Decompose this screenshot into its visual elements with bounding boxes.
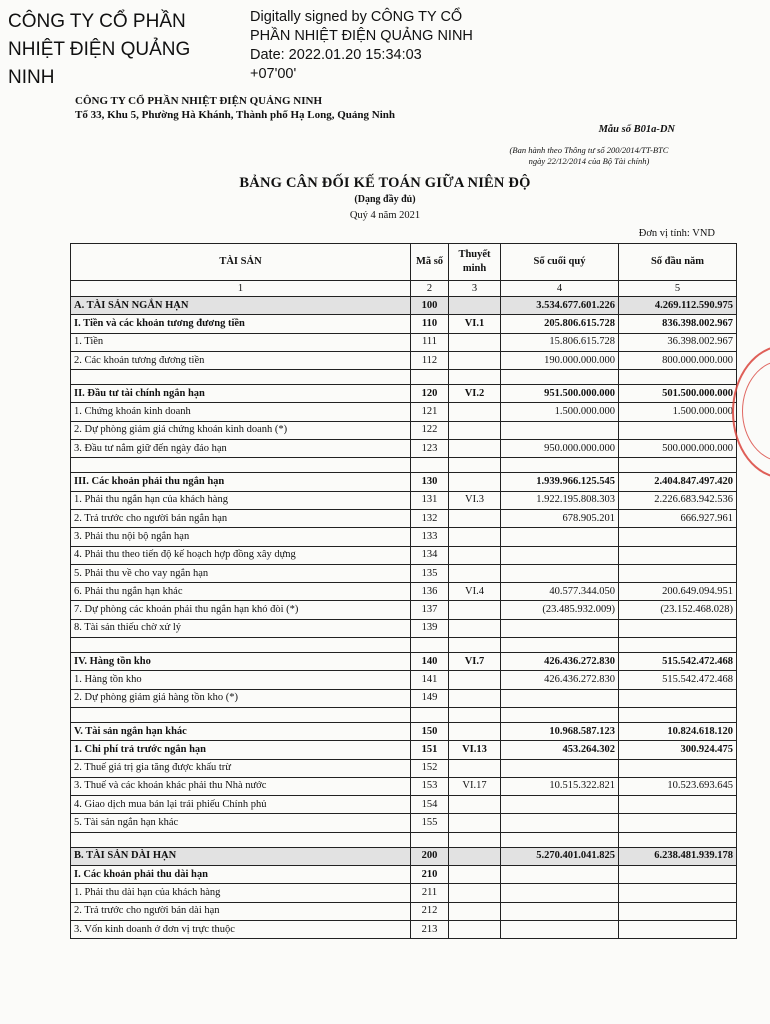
table-row xyxy=(71,619,737,637)
row-label: III. Các khoản phải thu ngắn hạn xyxy=(71,473,411,491)
row-label: 1. Hàng tồn kho xyxy=(71,671,411,689)
row-beginning-of-year-value: 200.649.094.951 xyxy=(619,583,737,601)
row-label xyxy=(71,370,411,385)
table-row xyxy=(71,759,737,777)
row-code: 134 xyxy=(411,546,449,564)
table-row xyxy=(71,814,737,832)
row-end-of-quarter-value xyxy=(501,421,619,439)
row-label: 4. Phải thu theo tiến độ kế hoạch hợp đồng xây dựng xyxy=(71,546,411,564)
row-note xyxy=(449,847,501,865)
currency-unit: Đơn vị tính: VND xyxy=(638,228,715,239)
row-label: 4. Giao dịch mua bán lại trái phiếu Chính phủ xyxy=(71,796,411,814)
row-beginning-of-year-value: 515.542.472.468 xyxy=(619,653,737,671)
row-label: B. TÀI SẢN DÀI HẠN xyxy=(71,847,411,865)
row-note xyxy=(449,370,501,385)
row-beginning-of-year-value xyxy=(619,619,737,637)
row-note xyxy=(449,564,501,582)
row-code: 153 xyxy=(411,777,449,795)
row-beginning-of-year-value xyxy=(619,920,737,938)
row-code: 210 xyxy=(411,866,449,884)
column-index: 4 xyxy=(501,281,619,297)
row-code: 120 xyxy=(411,385,449,403)
row-code: 140 xyxy=(411,653,449,671)
row-end-of-quarter-value xyxy=(501,884,619,902)
table-row xyxy=(71,689,737,707)
table-row xyxy=(71,385,737,403)
row-label: 5. Phải thu về cho vay ngắn hạn xyxy=(71,564,411,582)
row-beginning-of-year-value: 666.927.961 xyxy=(619,509,737,527)
header-assets: TÀI SẢN xyxy=(71,244,411,281)
row-end-of-quarter-value: 190.000.000.000 xyxy=(501,351,619,369)
row-end-of-quarter-value xyxy=(501,528,619,546)
row-code: 132 xyxy=(411,509,449,527)
row-beginning-of-year-value: 515.542.472.468 xyxy=(619,671,737,689)
row-note: VI.7 xyxy=(449,653,501,671)
row-label xyxy=(71,707,411,722)
row-end-of-quarter-value: 10.968.587.123 xyxy=(501,722,619,740)
row-note xyxy=(449,814,501,832)
company-address: Tổ 33, Khu 5, Phường Hà Khánh, Thành phố Hạ Long, Quảng Ninh xyxy=(75,109,396,121)
row-end-of-quarter-value: 950.000.000.000 xyxy=(501,440,619,458)
signature-line-2: PHẦN NHIỆT ĐIỆN QUẢNG NINH xyxy=(250,28,473,44)
row-note xyxy=(449,866,501,884)
row-code xyxy=(411,458,449,473)
form-note-line-2: ngày 22/12/2014 của Bộ Tài chính) xyxy=(528,156,650,166)
row-end-of-quarter-value: 10.515.322.821 xyxy=(501,777,619,795)
table-row xyxy=(71,601,737,619)
table-row xyxy=(71,473,737,491)
row-note xyxy=(449,528,501,546)
row-end-of-quarter-value: 453.264.302 xyxy=(501,741,619,759)
row-label: 2. Thuế giá trị gia tăng được khấu trừ xyxy=(71,759,411,777)
table-row xyxy=(71,653,737,671)
row-note xyxy=(449,902,501,920)
row-note xyxy=(449,440,501,458)
row-note: VI.3 xyxy=(449,491,501,509)
signature-date: Date: 2022.01.20 15:34:03 xyxy=(250,47,422,63)
row-end-of-quarter-value xyxy=(501,689,619,707)
row-end-of-quarter-value xyxy=(501,458,619,473)
row-end-of-quarter-value xyxy=(501,370,619,385)
row-note xyxy=(449,796,501,814)
table-row xyxy=(71,671,737,689)
row-label: 2. Dự phòng giảm giá chứng khoán kinh doanh (*) xyxy=(71,421,411,439)
header-beginning-of-year: Số đầu năm xyxy=(619,244,737,281)
row-label: 5. Tài sản ngắn hạn khác xyxy=(71,814,411,832)
row-end-of-quarter-value xyxy=(501,564,619,582)
row-end-of-quarter-value: 1.939.966.125.545 xyxy=(501,473,619,491)
row-label: 2. Các khoản tương đương tiền xyxy=(71,351,411,369)
form-code: Mẫu số B01a-DN xyxy=(598,124,675,135)
row-beginning-of-year-value xyxy=(619,458,737,473)
row-beginning-of-year-value xyxy=(619,796,737,814)
row-note: VI.4 xyxy=(449,583,501,601)
row-beginning-of-year-value xyxy=(619,814,737,832)
row-note xyxy=(449,333,501,351)
reporting-period: Quý 4 năm 2021 xyxy=(349,210,421,221)
row-code: 133 xyxy=(411,528,449,546)
row-code: 137 xyxy=(411,601,449,619)
row-note xyxy=(449,297,501,315)
row-beginning-of-year-value: (23.152.468.028) xyxy=(619,601,737,619)
row-beginning-of-year-value: 501.500.000.000 xyxy=(619,385,737,403)
row-end-of-quarter-value: 426.436.272.830 xyxy=(501,653,619,671)
row-label: 7. Dự phòng các khoản phải thu ngắn hạn khó đòi (*) xyxy=(71,601,411,619)
row-label: 3. Đầu tư nắm giữ đến ngày đáo hạn xyxy=(71,440,411,458)
spacer-row xyxy=(71,458,737,473)
row-end-of-quarter-value xyxy=(501,920,619,938)
table-row xyxy=(71,884,737,902)
table-row xyxy=(71,351,737,369)
row-end-of-quarter-value xyxy=(501,619,619,637)
row-code: 151 xyxy=(411,741,449,759)
row-code: 154 xyxy=(411,796,449,814)
row-note xyxy=(449,671,501,689)
row-code xyxy=(411,707,449,722)
table-row xyxy=(71,421,737,439)
table-row xyxy=(71,333,737,351)
row-code: 122 xyxy=(411,421,449,439)
table-header-row xyxy=(71,244,737,281)
row-label xyxy=(71,638,411,653)
row-code: 135 xyxy=(411,564,449,582)
row-code: 152 xyxy=(411,759,449,777)
row-note xyxy=(449,421,501,439)
document-title: BẢNG CÂN ĐỐI KẾ TOÁN GIỮA NIÊN ĐỘ xyxy=(239,175,531,191)
header-note: Thuyết minh xyxy=(449,244,501,281)
table-row xyxy=(71,920,737,938)
row-code: 211 xyxy=(411,884,449,902)
row-beginning-of-year-value: 2.404.847.497.420 xyxy=(619,473,737,491)
row-code: 111 xyxy=(411,333,449,351)
column-index: 1 xyxy=(71,281,411,297)
table-row xyxy=(71,315,737,333)
row-label: I. Tiền và các khoản tương đương tiền xyxy=(71,315,411,333)
row-beginning-of-year-value xyxy=(619,707,737,722)
row-code: 200 xyxy=(411,847,449,865)
row-end-of-quarter-value xyxy=(501,902,619,920)
row-beginning-of-year-value: 2.226.683.942.536 xyxy=(619,491,737,509)
row-label: 3. Thuế và các khoản khác phải thu Nhà nước xyxy=(71,777,411,795)
row-code: 121 xyxy=(411,403,449,421)
row-beginning-of-year-value: 836.398.002.967 xyxy=(619,315,737,333)
row-end-of-quarter-value: 951.500.000.000 xyxy=(501,385,619,403)
row-label: 1. Tiền xyxy=(71,333,411,351)
row-beginning-of-year-value xyxy=(619,866,737,884)
table-row xyxy=(71,564,737,582)
row-note: VI.1 xyxy=(449,315,501,333)
row-beginning-of-year-value xyxy=(619,689,737,707)
row-note xyxy=(449,920,501,938)
row-note xyxy=(449,601,501,619)
table-row xyxy=(71,741,737,759)
row-note xyxy=(449,707,501,722)
row-beginning-of-year-value: 10.523.693.645 xyxy=(619,777,737,795)
row-beginning-of-year-value: 6.238.481.939.178 xyxy=(619,847,737,865)
row-label: IV. Hàng tồn kho xyxy=(71,653,411,671)
table-row xyxy=(71,297,737,315)
company-name: CÔNG TY CỔ PHẦN NHIỆT ĐIỆN QUẢNG NINH xyxy=(75,95,323,107)
row-code: 112 xyxy=(411,351,449,369)
table-row xyxy=(71,722,737,740)
column-index-row xyxy=(71,281,737,297)
row-end-of-quarter-value xyxy=(501,796,619,814)
spacer-row xyxy=(71,707,737,722)
header-end-of-quarter: Số cuối quý xyxy=(501,244,619,281)
spacer-row xyxy=(71,638,737,653)
row-end-of-quarter-value: 205.806.615.728 xyxy=(501,315,619,333)
row-note xyxy=(449,351,501,369)
row-end-of-quarter-value: 426.436.272.830 xyxy=(501,671,619,689)
column-index: 3 xyxy=(449,281,501,297)
signer-name: CÔNG TY CỔ PHẦN NHIỆT ĐIỆN QUẢNG NINH xyxy=(8,11,191,88)
row-end-of-quarter-value: (23.485.932.009) xyxy=(501,601,619,619)
row-beginning-of-year-value xyxy=(619,832,737,847)
table-row xyxy=(71,491,737,509)
row-beginning-of-year-value xyxy=(619,370,737,385)
row-code: 130 xyxy=(411,473,449,491)
row-label: 2. Trả trước cho người bán ngắn hạn xyxy=(71,509,411,527)
row-code xyxy=(411,832,449,847)
row-label xyxy=(71,832,411,847)
row-code xyxy=(411,370,449,385)
row-end-of-quarter-value xyxy=(501,832,619,847)
row-end-of-quarter-value xyxy=(501,707,619,722)
row-note xyxy=(449,832,501,847)
row-end-of-quarter-value: 1.922.195.808.303 xyxy=(501,491,619,509)
table-row xyxy=(71,528,737,546)
row-note xyxy=(449,619,501,637)
row-note xyxy=(449,473,501,491)
table-row xyxy=(71,777,737,795)
row-code: 123 xyxy=(411,440,449,458)
row-end-of-quarter-value: 678.905.201 xyxy=(501,509,619,527)
balance-sheet-table xyxy=(70,243,737,939)
row-end-of-quarter-value: 3.534.677.601.226 xyxy=(501,297,619,315)
row-label: 1. Phải thu ngắn hạn của khách hàng xyxy=(71,491,411,509)
table-row xyxy=(71,440,737,458)
row-label: 3. Phải thu nội bộ ngắn hạn xyxy=(71,528,411,546)
row-beginning-of-year-value xyxy=(619,421,737,439)
row-note xyxy=(449,638,501,653)
row-code: 155 xyxy=(411,814,449,832)
row-code: 141 xyxy=(411,671,449,689)
table-row xyxy=(71,546,737,564)
row-label: 1. Chi phí trả trước ngắn hạn xyxy=(71,741,411,759)
row-beginning-of-year-value xyxy=(619,528,737,546)
row-code: 131 xyxy=(411,491,449,509)
row-note xyxy=(449,884,501,902)
row-code xyxy=(411,638,449,653)
header-code: Mã số xyxy=(411,244,449,281)
row-label xyxy=(71,458,411,473)
row-beginning-of-year-value xyxy=(619,564,737,582)
row-end-of-quarter-value xyxy=(501,546,619,564)
row-end-of-quarter-value xyxy=(501,814,619,832)
table-row xyxy=(71,403,737,421)
signature-timezone: +07'00' xyxy=(250,66,297,82)
row-beginning-of-year-value xyxy=(619,902,737,920)
row-end-of-quarter-value xyxy=(501,866,619,884)
row-beginning-of-year-value xyxy=(619,546,737,564)
row-note: VI.17 xyxy=(449,777,501,795)
row-label: 1. Chứng khoán kinh doanh xyxy=(71,403,411,421)
row-code: 100 xyxy=(411,297,449,315)
row-end-of-quarter-value: 1.500.000.000 xyxy=(501,403,619,421)
row-note xyxy=(449,759,501,777)
row-note: VI.13 xyxy=(449,741,501,759)
table-row xyxy=(71,796,737,814)
row-code: 212 xyxy=(411,902,449,920)
table-row xyxy=(71,509,737,527)
table-row xyxy=(71,583,737,601)
row-label: 3. Vốn kinh doanh ở đơn vị trực thuộc xyxy=(71,920,411,938)
row-beginning-of-year-value: 1.500.000.000 xyxy=(619,403,737,421)
table-row xyxy=(71,866,737,884)
table-body xyxy=(71,297,737,939)
column-index: 2 xyxy=(411,281,449,297)
spacer-row xyxy=(71,370,737,385)
row-code: 213 xyxy=(411,920,449,938)
row-beginning-of-year-value xyxy=(619,638,737,653)
digital-signature-block xyxy=(250,8,550,84)
row-beginning-of-year-value: 36.398.002.967 xyxy=(619,333,737,351)
row-note: VI.2 xyxy=(449,385,501,403)
row-code: 139 xyxy=(411,619,449,637)
row-beginning-of-year-value: 800.000.000.000 xyxy=(619,351,737,369)
row-label: V. Tài sản ngắn hạn khác xyxy=(71,722,411,740)
row-note xyxy=(449,546,501,564)
row-code: 110 xyxy=(411,315,449,333)
row-end-of-quarter-value xyxy=(501,759,619,777)
row-label: A. TÀI SẢN NGẮN HẠN xyxy=(71,297,411,315)
form-legal-note xyxy=(470,145,708,167)
row-note xyxy=(449,458,501,473)
row-end-of-quarter-value: 5.270.401.041.825 xyxy=(501,847,619,865)
signature-line-1: Digitally signed by CÔNG TY CỔ xyxy=(250,9,463,25)
row-beginning-of-year-value xyxy=(619,759,737,777)
column-index: 5 xyxy=(619,281,737,297)
row-code: 150 xyxy=(411,722,449,740)
row-code: 136 xyxy=(411,583,449,601)
row-label: 6. Phải thu ngắn hạn khác xyxy=(71,583,411,601)
row-label: 1. Phải thu dài hạn của khách hàng xyxy=(71,884,411,902)
row-end-of-quarter-value: 40.577.344.050 xyxy=(501,583,619,601)
row-note xyxy=(449,689,501,707)
row-label: 2. Trả trước cho người bán dài hạn xyxy=(71,902,411,920)
row-note xyxy=(449,403,501,421)
form-note-line-1: (Ban hành theo Thông tư số 200/2014/TT-BTC xyxy=(509,145,669,155)
row-note xyxy=(449,509,501,527)
row-beginning-of-year-value: 4.269.112.590.975 xyxy=(619,297,737,315)
row-label: I. Các khoản phải thu dài hạn xyxy=(71,866,411,884)
spacer-row xyxy=(71,832,737,847)
row-label: 8. Tài sản thiếu chờ xử lý xyxy=(71,619,411,637)
document-subtitle: (Dạng đầy đủ) xyxy=(354,194,416,205)
row-note xyxy=(449,722,501,740)
row-beginning-of-year-value: 10.824.618.120 xyxy=(619,722,737,740)
row-label: II. Đầu tư tài chính ngắn hạn xyxy=(71,385,411,403)
table-row xyxy=(71,847,737,865)
row-end-of-quarter-value xyxy=(501,638,619,653)
row-code: 149 xyxy=(411,689,449,707)
row-label: 2. Dự phòng giảm giá hàng tồn kho (*) xyxy=(71,689,411,707)
row-beginning-of-year-value: 500.000.000.000 xyxy=(619,440,737,458)
company-header xyxy=(75,94,395,122)
row-beginning-of-year-value: 300.924.475 xyxy=(619,741,737,759)
table-row xyxy=(71,902,737,920)
row-beginning-of-year-value xyxy=(619,884,737,902)
row-end-of-quarter-value: 15.806.615.728 xyxy=(501,333,619,351)
